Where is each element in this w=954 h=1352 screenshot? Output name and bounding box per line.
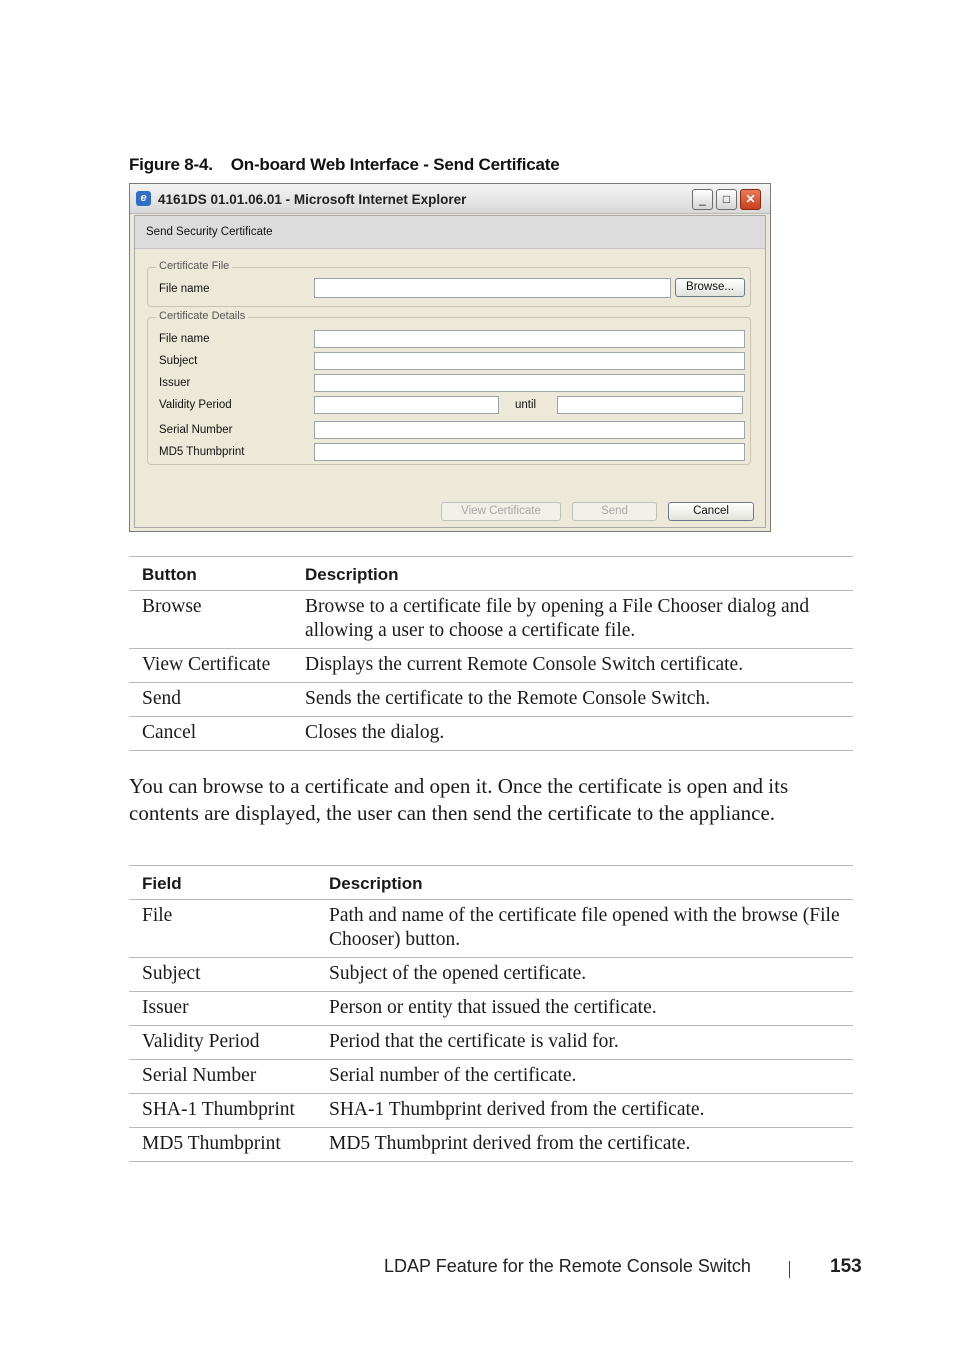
table-cell: Displays the current Remote Console Switch certificate. bbox=[292, 649, 853, 683]
table-row bbox=[129, 717, 853, 751]
description-column-header: Description bbox=[292, 557, 853, 591]
table-cell: Period that the certificate is valid for. bbox=[316, 1026, 853, 1060]
table-row bbox=[129, 591, 853, 649]
field-column-header: Field bbox=[129, 866, 316, 900]
field-table-header bbox=[129, 866, 853, 900]
table-cell: Send bbox=[129, 683, 292, 717]
details-file-name-field[interactable] bbox=[314, 330, 745, 348]
ie-icon: e bbox=[136, 191, 151, 206]
table-row bbox=[129, 900, 853, 958]
md5-thumbprint-field[interactable] bbox=[314, 443, 745, 461]
table-cell: Subject of the opened certificate. bbox=[316, 958, 853, 992]
serial-number-field[interactable] bbox=[314, 421, 745, 439]
send-button[interactable]: Send bbox=[572, 502, 657, 521]
subject-label: Subject bbox=[159, 355, 198, 367]
figure-title: On-board Web Interface - Send Certificate bbox=[230, 155, 560, 174]
table-cell: File bbox=[129, 900, 316, 958]
issuer-label: Issuer bbox=[159, 377, 191, 389]
table-cell: MD5 Thumbprint bbox=[129, 1128, 316, 1162]
serial-number-label: Serial Number bbox=[159, 424, 233, 436]
until-label: until bbox=[515, 399, 537, 411]
table-row bbox=[129, 1026, 853, 1060]
description-column-header: Description bbox=[316, 866, 853, 900]
button-table bbox=[129, 556, 853, 751]
file-name-input[interactable] bbox=[314, 278, 671, 298]
page-number: 153 bbox=[830, 1256, 862, 1277]
window-title: 4161DS 01.01.06.01 - Microsoft Internet Explorer bbox=[158, 192, 467, 207]
file-name-label: File name bbox=[159, 283, 210, 295]
table-cell: Browse bbox=[129, 591, 292, 649]
table-cell: Serial Number bbox=[129, 1060, 316, 1094]
table-row bbox=[129, 1128, 853, 1162]
table-cell: Serial number of the certificate. bbox=[316, 1060, 853, 1094]
dialog-header bbox=[135, 216, 765, 249]
table-cell: Person or entity that issued the certificate. bbox=[316, 992, 853, 1026]
maximize-button[interactable]: □ bbox=[716, 189, 737, 210]
table-cell: Closes the dialog. bbox=[292, 717, 853, 751]
table-cell: SHA-1 Thumbprint derived from the certificate. bbox=[316, 1094, 853, 1128]
issuer-field[interactable] bbox=[314, 374, 745, 392]
table-cell: Validity Period bbox=[129, 1026, 316, 1060]
table-cell: View Certificate bbox=[129, 649, 292, 683]
button-table-header bbox=[129, 557, 853, 591]
validity-until-field[interactable] bbox=[557, 396, 743, 414]
footer-section-title: LDAP Feature for the Remote Console Switch bbox=[384, 1256, 751, 1276]
button-column-header: Button bbox=[129, 557, 292, 591]
validity-from-field[interactable] bbox=[314, 396, 499, 414]
table-cell: Issuer bbox=[129, 992, 316, 1026]
field-table bbox=[129, 865, 853, 1162]
minimize-button[interactable]: _ bbox=[692, 189, 713, 210]
window-titlebar[interactable] bbox=[130, 184, 770, 214]
table-cell: SHA-1 Thumbprint bbox=[129, 1094, 316, 1128]
browse-button[interactable]: Browse... bbox=[675, 278, 745, 297]
subject-field[interactable] bbox=[314, 352, 745, 370]
body-paragraph: You can browse to a certificate and open it. Once the certificate is open and its contents are displayed, the user can then send the certificate to the appliance. bbox=[129, 774, 789, 825]
figure-number: Figure 8-4. bbox=[129, 155, 213, 174]
close-button[interactable]: ✕ bbox=[740, 189, 761, 210]
dialog-header-title: Send Security Certificate bbox=[146, 226, 273, 238]
certificate-details-group bbox=[147, 310, 751, 465]
table-row bbox=[129, 1094, 853, 1128]
certificate-details-legend: Certificate Details bbox=[156, 310, 248, 322]
table-cell: MD5 Thumbprint derived from the certificate. bbox=[316, 1128, 853, 1162]
footer-separator bbox=[789, 1261, 790, 1278]
table-cell: Sends the certificate to the Remote Console Switch. bbox=[292, 683, 853, 717]
view-certificate-button[interactable]: View Certificate bbox=[441, 502, 561, 521]
table-cell: Subject bbox=[129, 958, 316, 992]
validity-period-label: Validity Period bbox=[159, 399, 232, 411]
md5-thumbprint-label: MD5 Thumbprint bbox=[159, 446, 245, 458]
table-row bbox=[129, 958, 853, 992]
table-cell: Browse to a certificate file by opening a File Chooser dialog and allowing a user to choose a certificate file. bbox=[292, 591, 853, 649]
table-row bbox=[129, 1060, 853, 1094]
details-file-name-label: File name bbox=[159, 333, 210, 345]
certificate-file-group bbox=[147, 260, 751, 307]
table-cell: Path and name of the certificate file opened with the browse (File Chooser) button. bbox=[316, 900, 853, 958]
table-row bbox=[129, 649, 853, 683]
certificate-file-legend: Certificate File bbox=[156, 260, 232, 272]
table-cell: Cancel bbox=[129, 717, 292, 751]
dialog-client bbox=[134, 215, 766, 528]
table-row bbox=[129, 992, 853, 1026]
browser-window bbox=[129, 183, 771, 532]
cancel-button[interactable]: Cancel bbox=[668, 502, 754, 521]
figure-caption bbox=[129, 155, 559, 175]
table-row bbox=[129, 683, 853, 717]
